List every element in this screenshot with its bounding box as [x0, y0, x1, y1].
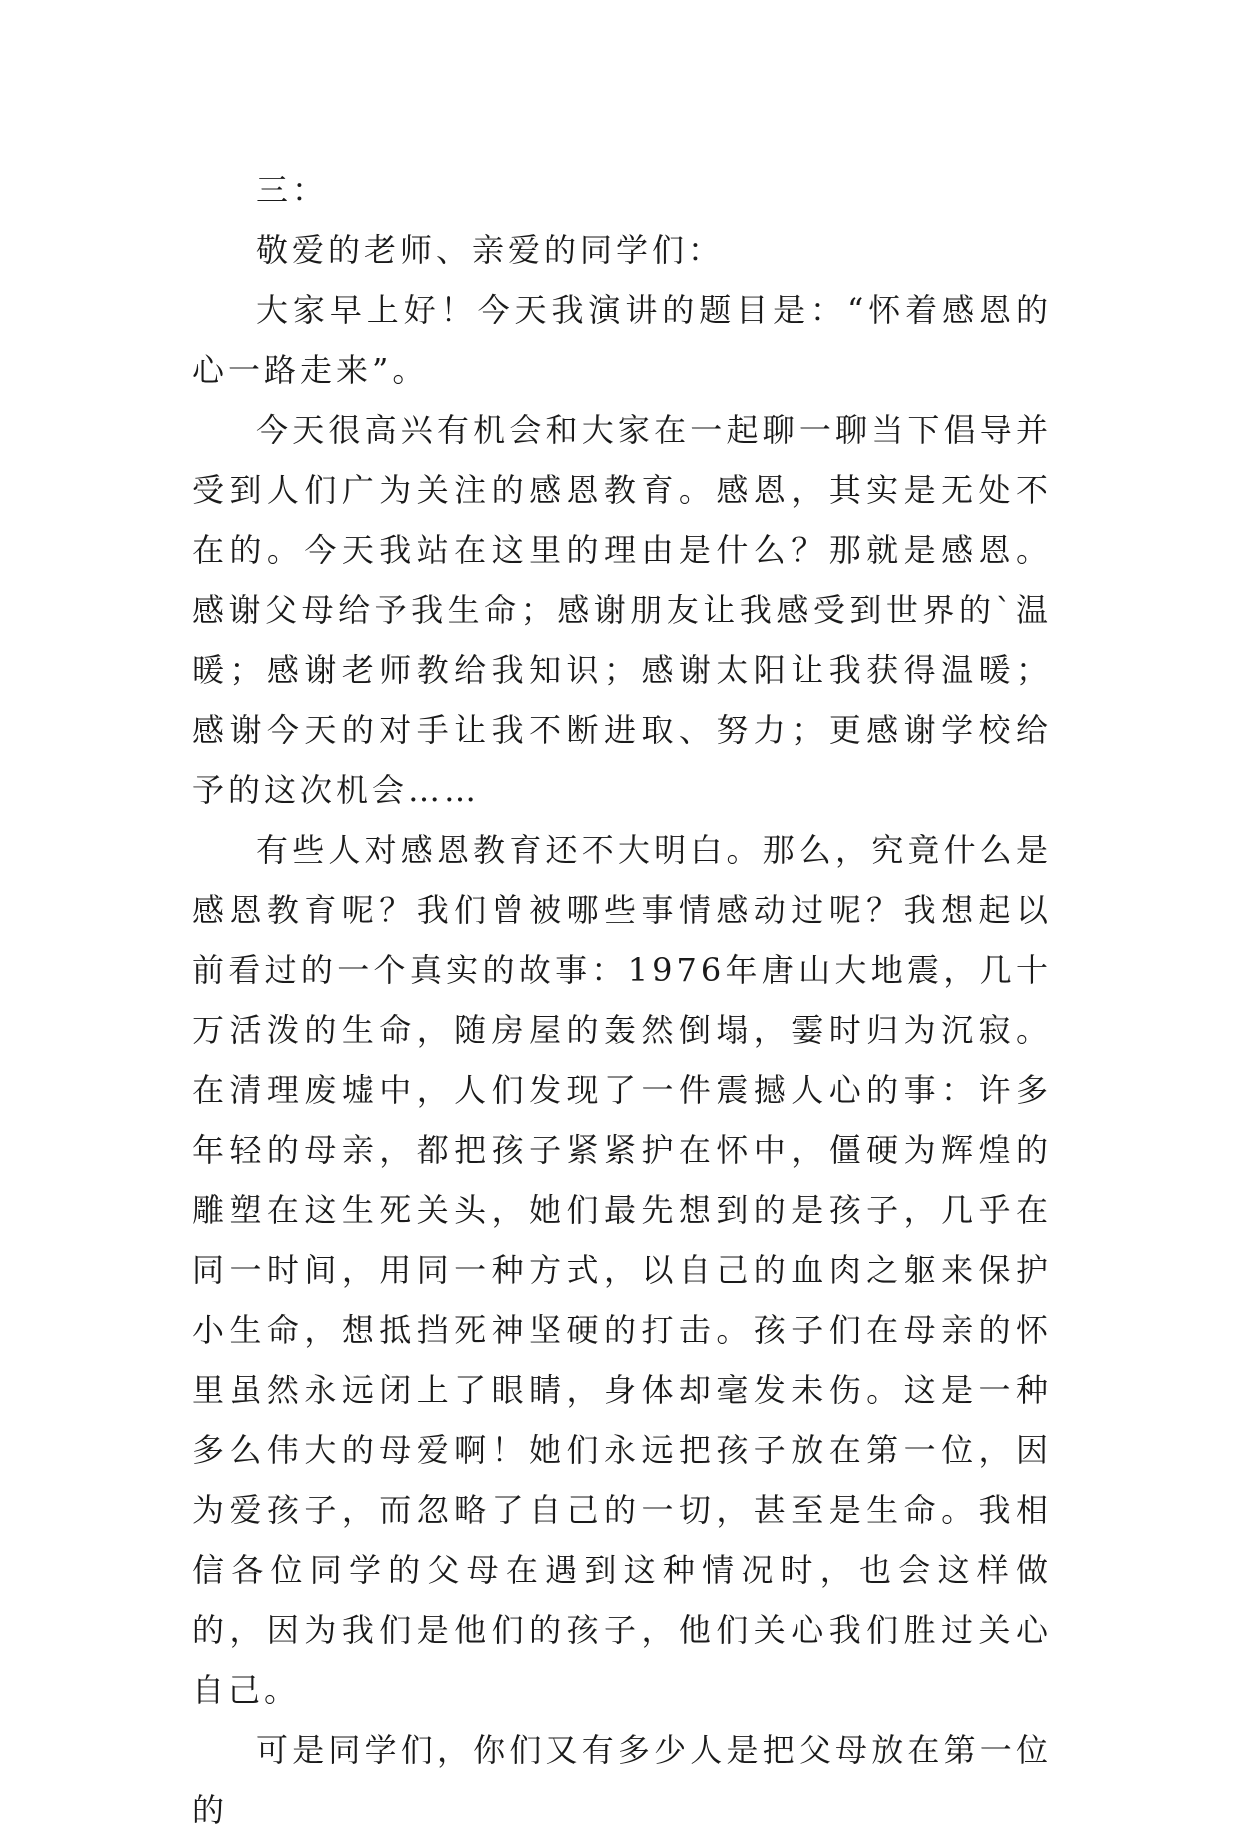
earthquake-story-paragraph: 有些人对感恩教育还不大明白。那么，究竟什么是感恩教育呢？我们曾被哪些事情感动过呢？我想起以前看过的一个真实的故事：1976年唐山大地震，几十万活泼的生命，随房屋的轰然倒塌，霎时归为沉寂。在清理废墟中，人们发现了一件震撼人心的事：许多年轻的母亲，都把孩子紧紧护在怀中，僵硬为辉煌的雕塑在这生死关头，她们最先想到的是孩子，几乎在同一时间，用同一种方式，以自己的血肉之躯来保护小生命，想抵挡死神坚硬的打击。孩子们在母亲的怀里虽然永远闭上了眼睛，身体却毫发未伤。这是一种多么伟大的母爱啊！她们永远把孩子放在第一位，因为爱孩子，而忽略了自己的一切，甚至是生命。我相信各位同学的父母在遇到这种情况时，也会这样做的，因为我们是他们的孩子，他们关心我们胜过关心自己。 [192, 831, 1052, 1709]
section-heading: 三： [256, 171, 329, 209]
gratitude-paragraph: 今天很高兴有机会和大家在一起聊一聊当下倡导并受到人们广为关注的感恩教育。感恩，其实是无处不在的。今天我站在这里的理由是什么？那就是感恩。感谢父母给予我生命；感谢朋友让我感受到世界的`温暖；感谢老师教给我知识；感谢太阳让我获得温暖；感谢今天的对手让我不断进取、努力；更感谢学校给予的这次机会…… [192, 411, 1052, 809]
greeting-paragraph: 大家早上好！今天我演讲的题目是：“怀着感恩的心一路走来”。 [192, 291, 1052, 389]
salutation: 敬爱的老师、亲爱的同学们： [256, 231, 725, 269]
closing-paragraph: 可是同学们，你们又有多少人是把父母放在第一位的 [192, 1731, 1052, 1829]
speech-body [192, 160, 1052, 1840]
